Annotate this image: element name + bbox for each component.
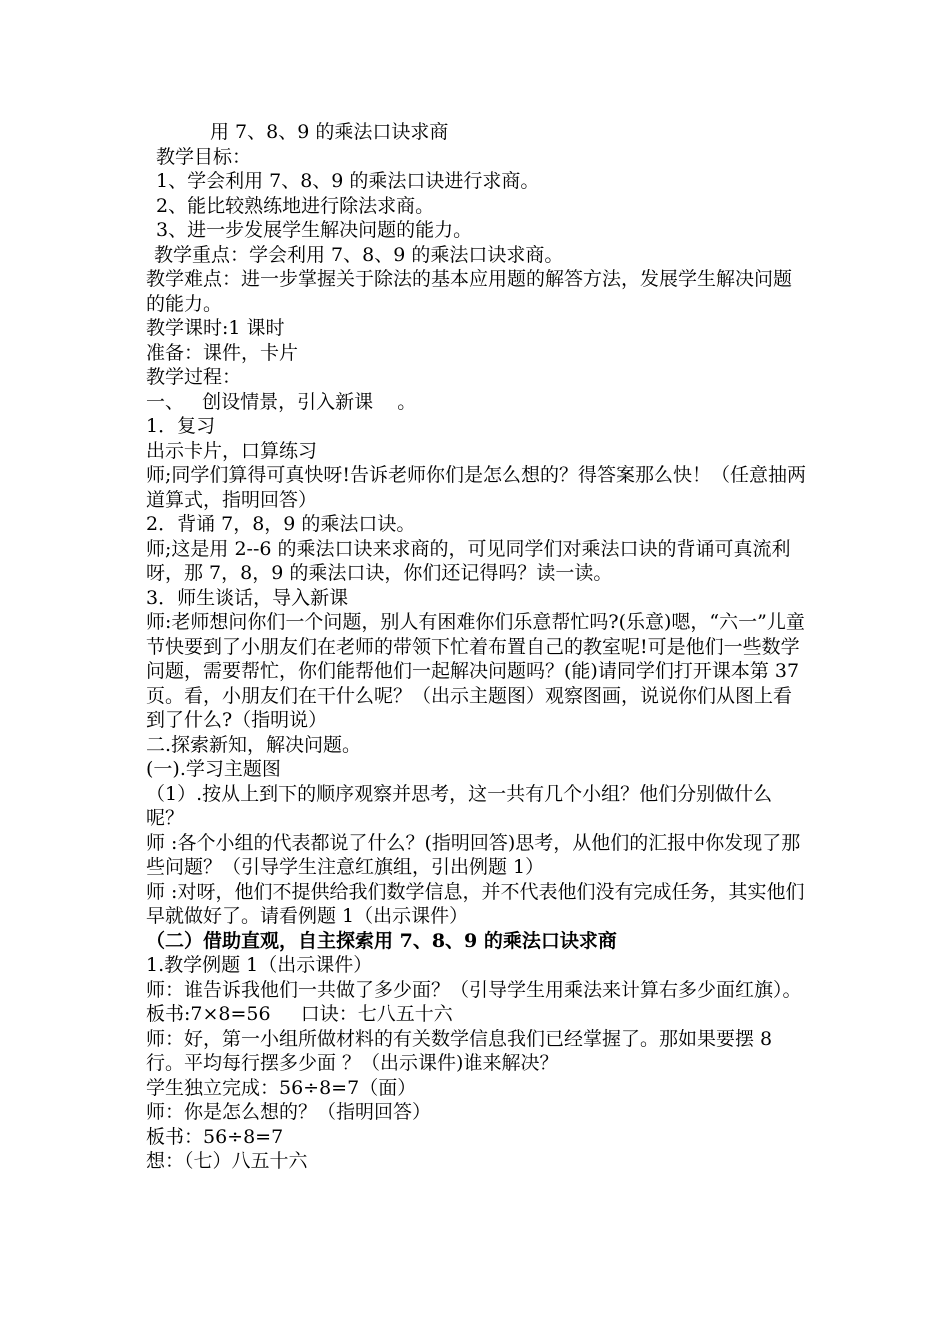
review-line: 师;同学们算得可真快呀!告诉老师你们是怎么想的？得答案那么快！（任意抽两道算式，指明回答）	[146, 464, 807, 511]
think-line: 想：（七）八五十六	[146, 1150, 308, 1172]
review-line: 出示卡片，口算练习	[146, 439, 318, 462]
key-point: 教学重点：学会利用 7、8、9 的乘法口诀求商。	[154, 243, 564, 266]
student-work: 学生独立完成：56÷8=7（面）	[146, 1076, 417, 1099]
example-line: 师：好，第一小组所做材料的有关数学信息我们已经掌握了。那如果要摆 8 行。平均每行摆多少面 ？（出示课件)谁来解决？	[146, 1027, 779, 1074]
process-heading: 教学过程：	[146, 366, 242, 388]
sub2-heading: （二）借助直观，自主探索用 7、8、9 的乘法口诀求商	[146, 929, 617, 952]
class-hours: 教学课时:1 课时	[146, 317, 285, 339]
sub1-line: 师 :各个小组的代表都说了什么？(指明回答)思考，从他们的汇报中你发现了那些问题？（引导学生注意红旗组，引出例题 1）	[146, 831, 801, 878]
difficulty: 教学难点：进一步掌握关于除法的基本应用题的解答方法，发展学生解决问题的能力。	[146, 268, 793, 315]
recite-line: 师;这是用 2--6 的乘法口诀来求商的，可见同学们对乘法口诀的背诵可真流利呀，那 7，8，9 的乘法口诀，你们还记得吗？读一读。	[146, 537, 791, 584]
recite-heading: 2．背诵 7，8，9 的乘法口诀。	[146, 513, 416, 535]
section1-heading: 一、 创设情景，引入新课 。	[146, 390, 417, 413]
talk-line: 师:老师想问你们一个问题，别人有困难你们乐意帮忙吗?(乐意)嗯，“六一”儿童节快要到了小朋友们在老师的带领下忙着布置自己的教室呢!可是他们一些数学问题，需要帮忙，你们能帮他们一起解决问题吗？(能)请同学们打开课本第 37 页。看，小朋友们在干什么呢？（出示主题图）观察图画，说说你们从图上看到了什么?（指明说）	[146, 611, 806, 731]
document-body	[146, 120, 810, 1174]
section2-heading: 二.探索新知，解决问题。	[146, 733, 362, 756]
objective-item: 1、学会利用 7、8、9 的乘法口诀进行求商。	[156, 170, 540, 192]
objective-item: 3、进一步发展学生解决问题的能力。	[156, 219, 473, 241]
sub1-line: （1）.按从上到下的顺序观察并思考，这一共有几个小组？他们分别做什么呢？	[146, 782, 773, 829]
teacher-ask: 师：你是怎么想的？（指明回答）	[146, 1101, 432, 1123]
review-heading: 1．复习	[146, 415, 216, 437]
board-writing: 板书：56÷8=7	[146, 1125, 284, 1148]
sub1-heading: (一).学习主题图	[146, 758, 281, 780]
board-writing: 板书:7×8=56 口诀：七八五十六	[146, 1003, 453, 1025]
preparation: 准备：课件，卡片	[146, 341, 299, 364]
objective-item: 2、能比较熟练地进行除法求商。	[156, 194, 435, 217]
sub1-line: 师 :对呀，他们不提供给我们数学信息，并不代表他们没有完成任务，其实他们早就做好了。请看例题 1（出示课件）	[146, 880, 805, 927]
objectives-heading: 教学目标：	[156, 145, 252, 168]
example-line: 师：谁告诉我他们一共做了多少面？（引导学生用乘法来计算右多少面红旗）。	[146, 978, 802, 1001]
document-title: 用 7、8、9 的乘法口诀求商	[210, 121, 449, 143]
talk-heading: 3．师生谈话，导入新课	[146, 586, 349, 609]
example-heading: 1.教学例题 1（出示课件）	[146, 954, 373, 976]
